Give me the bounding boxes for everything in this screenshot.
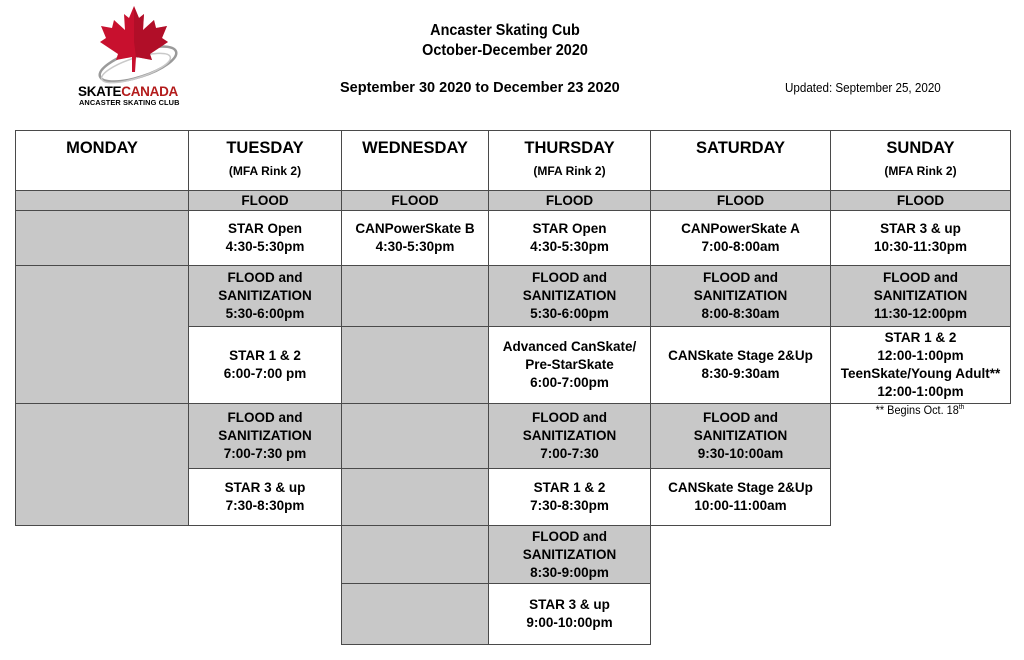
day-name: THURSDAY (524, 139, 615, 157)
session-cell (488, 525, 651, 584)
session-line: 9:30-10:00am (697, 446, 784, 461)
session-line: STAR Open (532, 221, 607, 236)
session-line: FLOOD (241, 192, 289, 208)
rink-label: (MFA Rink 2) (228, 164, 302, 178)
session-line: 4:30-5:30pm (530, 239, 609, 254)
maple-leaf-icon (72, 2, 207, 92)
wednesday-empty-cell (341, 403, 489, 469)
session-line: 8:30-9:30am (701, 366, 780, 381)
session-line: 12:00-1:00pm (877, 384, 964, 399)
updated-date: Updated: September 25, 2020 (785, 81, 941, 95)
day-header-thursday (488, 130, 651, 191)
session-cell (188, 326, 342, 404)
session-cell (488, 583, 651, 645)
session-line: FLOOD (716, 192, 765, 208)
day-header-monday (15, 130, 189, 191)
rink-label: (MFA Rink 2) (533, 164, 606, 178)
session-line: CANPowerSkate A (681, 221, 800, 236)
wednesday-empty-cell (341, 468, 489, 526)
session-cell (488, 190, 651, 211)
session-line: STAR 1 & 2 (229, 348, 301, 363)
session-line: 4:30-5:30pm (375, 239, 455, 254)
document-subtitle: October-December 2020 (422, 42, 588, 59)
session-cell (830, 265, 1011, 327)
session-line: FLOOD and (532, 410, 607, 425)
session-line: SANITIZATION (218, 428, 312, 443)
session-line: FLOOD (545, 192, 594, 208)
logo-word-canada: CANADA (121, 84, 178, 99)
session-cell (830, 326, 1011, 404)
logo-word-skate: SKATE (78, 84, 122, 99)
day-header-wednesday (341, 130, 489, 191)
day-name: WEDNESDAY (362, 139, 468, 157)
session-cell (650, 468, 831, 526)
day-header-sunday (830, 130, 1011, 191)
session-line: STAR Open (228, 221, 302, 236)
session-line: 8:30-9:00pm (530, 564, 609, 580)
session-cell (488, 265, 651, 327)
session-line: SANITIZATION (522, 288, 617, 303)
footnote-sup: th (958, 404, 965, 411)
session-line: SANITIZATION (873, 288, 968, 303)
session-line: SANITIZATION (693, 428, 788, 443)
session-line: Pre-StarSkate (525, 357, 614, 372)
footnote (835, 404, 1006, 417)
wednesday-empty-cell (341, 583, 489, 645)
logo-subtitle: ANCASTER SKATING CLUB (79, 98, 180, 107)
session-cell (341, 190, 489, 211)
logo-wordmark (78, 84, 178, 99)
day-name: SUNDAY (886, 139, 955, 157)
session-cell (650, 210, 831, 266)
session-line: STAR 3 & up (880, 221, 961, 236)
session-cell (188, 265, 342, 327)
session-cell (488, 468, 651, 526)
session-line: FLOOD and (227, 410, 303, 425)
session-line: 11:30-12:00pm (873, 306, 968, 321)
session-line: SANITIZATION (522, 428, 617, 443)
wednesday-empty-cell (341, 265, 489, 327)
skate-canada-logo (72, 2, 207, 110)
session-line: STAR 3 & up (529, 597, 610, 612)
session-cell (188, 190, 342, 211)
session-line: FLOOD and (532, 270, 607, 285)
session-cell (188, 210, 342, 266)
day-header-saturday (650, 130, 831, 191)
session-line: FLOOD (391, 192, 439, 208)
session-line: FLOOD (896, 192, 945, 208)
session-line: STAR 1 & 2 (533, 480, 606, 495)
session-line: FLOOD and (883, 270, 958, 285)
session-cell (650, 190, 831, 211)
rink-label: (MFA Rink 2) (884, 164, 957, 178)
session-line: STAR 1 & 2 (884, 330, 957, 345)
monday-empty-cell (15, 265, 189, 404)
session-line: 7:00-8:00am (701, 239, 780, 254)
wednesday-empty-cell (341, 326, 489, 404)
session-line: Advanced CanSkate/ (502, 339, 637, 354)
session-line: 7:00-7:30 (540, 446, 599, 461)
monday-flood-empty (15, 190, 189, 211)
session-cell (488, 210, 651, 266)
document-title: Ancaster Skating Cub (430, 22, 580, 39)
session-line: 8:00-8:30am (701, 306, 780, 321)
session-line: CANPowerSkate B (355, 221, 475, 236)
session-line: 6:00-7:00pm (530, 375, 609, 390)
session-line: CANSkate Stage 2&Up (668, 480, 813, 495)
session-line: 5:30-6:00pm (225, 306, 305, 321)
date-range: September 30 2020 to December 23 2020 (340, 80, 620, 96)
monday-empty-cell (15, 210, 189, 266)
session-cell (830, 210, 1011, 266)
session-cell (488, 326, 651, 404)
session-cell (188, 468, 342, 526)
day-name: SATURDAY (696, 139, 785, 157)
session-line: STAR 3 & up (224, 480, 306, 495)
session-line: 7:30-8:30pm (225, 498, 305, 513)
session-cell (488, 403, 651, 469)
session-line: SANITIZATION (522, 546, 617, 562)
session-line: 4:30-5:30pm (225, 239, 305, 254)
session-line: 10:00-11:00am (694, 498, 787, 513)
day-name: MONDAY (66, 139, 138, 157)
session-line: 7:30-8:30pm (530, 498, 609, 513)
session-line: CANSkate Stage 2&Up (668, 348, 813, 363)
session-line: FLOOD and (227, 270, 303, 285)
session-cell (188, 403, 342, 469)
session-cell (830, 190, 1011, 211)
monday-empty-cell (15, 403, 189, 526)
session-cell (650, 265, 831, 327)
session-cell (341, 210, 489, 266)
session-line: 7:00-7:30 pm (223, 446, 307, 461)
session-line: TeenSkate/Young Adult** (840, 366, 1001, 381)
session-line: SANITIZATION (218, 288, 312, 303)
day-name: TUESDAY (226, 139, 304, 157)
session-cell (650, 403, 831, 469)
session-line: 12:00-1:00pm (877, 348, 964, 363)
session-cell (650, 326, 831, 404)
session-line: FLOOD and (703, 270, 778, 285)
session-line: SANITIZATION (693, 288, 788, 303)
session-line: 10:30-11:30pm (873, 239, 968, 254)
session-line: FLOOD and (703, 410, 778, 425)
session-line: 5:30-6:00pm (530, 306, 609, 321)
footnote-text: ** Begins Oct. 18 (875, 404, 959, 417)
session-line: FLOOD and (532, 528, 607, 544)
wednesday-empty-cell (341, 525, 489, 584)
session-line: 6:00-7:00 pm (223, 366, 307, 381)
day-header-tuesday (188, 130, 342, 191)
session-line: 9:00-10:00pm (526, 615, 613, 630)
